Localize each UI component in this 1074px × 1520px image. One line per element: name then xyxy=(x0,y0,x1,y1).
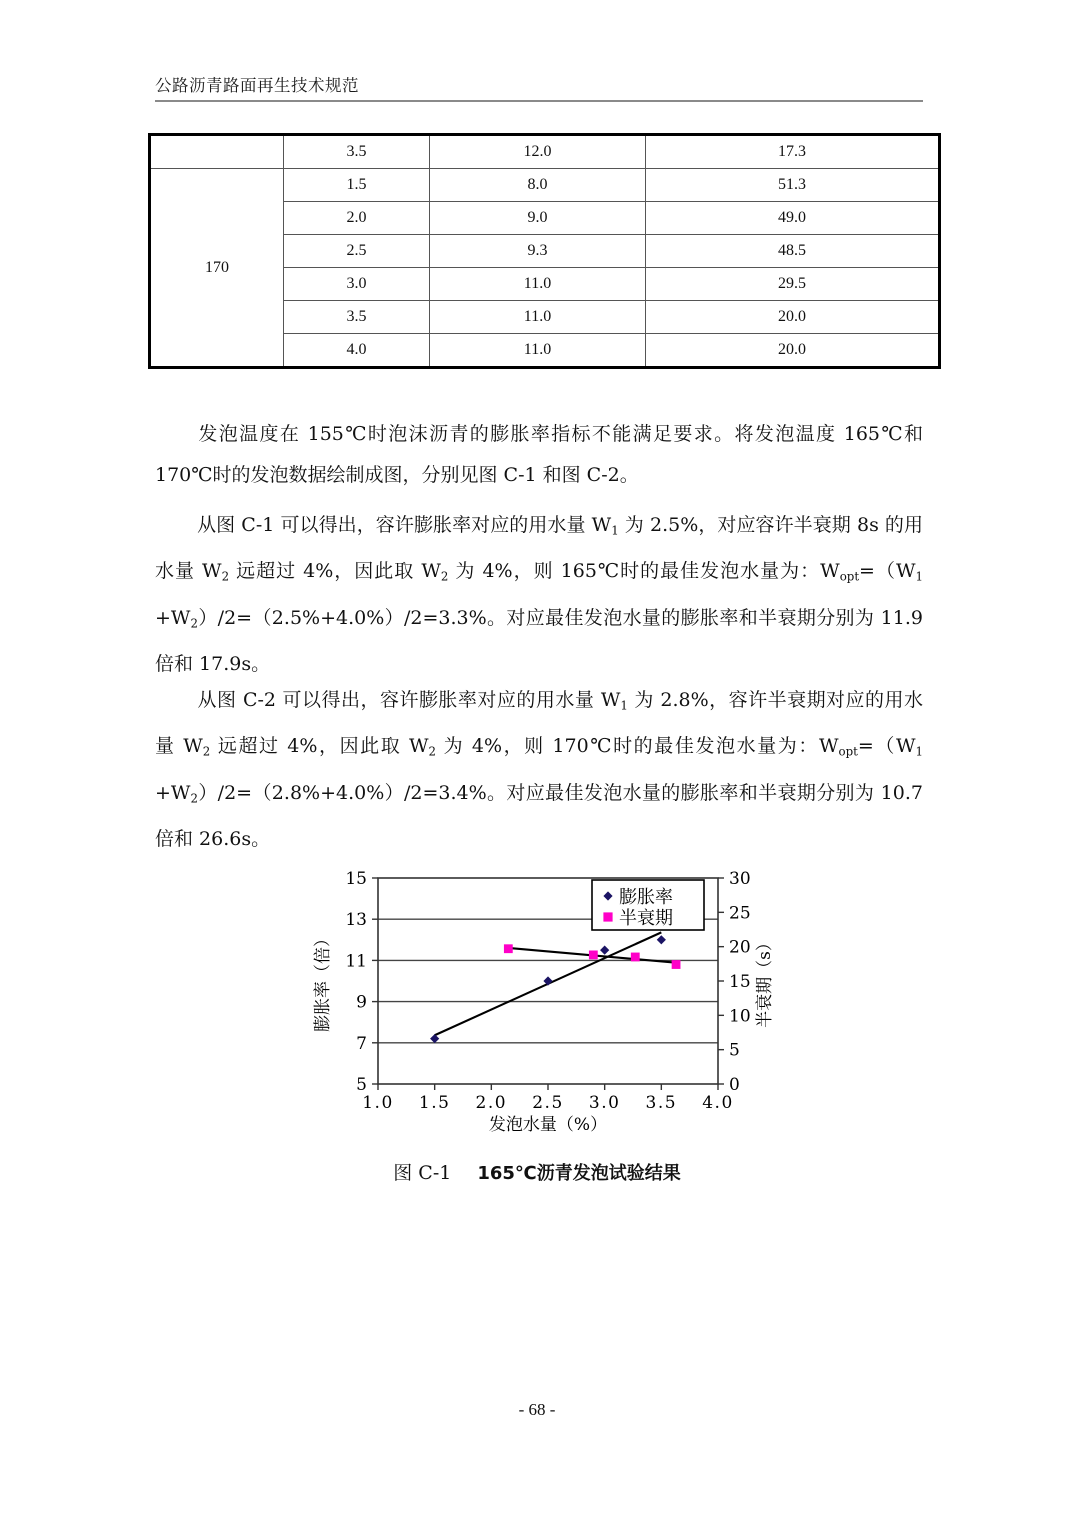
cell-half-life: 20.0 xyxy=(646,301,940,334)
cell-water-content: 2.0 xyxy=(284,202,430,235)
y-axis-tick-label: 15 xyxy=(345,869,367,889)
y-axis-tick-label: 5 xyxy=(356,1075,367,1095)
y2-axis-title: 半衰期（s） xyxy=(755,934,775,1028)
cell-water-content: 3.0 xyxy=(284,268,430,301)
p2-seg-g: ）/2=（2.5%+4.0%）/2=3.3%。对应最佳发泡水量的膨胀率和半衰期分别为 11.9 倍和 17.9s。 xyxy=(155,606,923,675)
cell-half-life: 17.3 xyxy=(646,135,940,169)
p3-sub-1: 1 xyxy=(620,698,628,713)
p2-sub-3: 2 xyxy=(440,569,449,584)
table-row xyxy=(150,135,940,169)
p3-sub-4: 1 xyxy=(915,744,923,759)
cell-water-content: 3.5 xyxy=(284,301,430,334)
page-footer xyxy=(0,1400,1074,1420)
cell-temperature: 170 xyxy=(150,169,284,368)
y2-axis-tick-label: 0 xyxy=(729,1075,740,1095)
p3-seg-b: 为 2.8%，容许半衰期对应的用水量 W xyxy=(155,689,923,758)
y2-axis-tick-label: 5 xyxy=(729,1040,740,1061)
data-point-expansion-rate xyxy=(657,935,666,944)
p3-sub-3: 2 xyxy=(428,744,437,759)
foaming-data-table xyxy=(148,133,932,369)
data-point-expansion-rate xyxy=(430,1034,439,1043)
page-number: - 68 - xyxy=(518,1400,556,1419)
cell-water-content: 2.5 xyxy=(284,235,430,268)
cell-water-content: 3.5 xyxy=(284,135,430,169)
y-axis-tick-label: 13 xyxy=(345,910,367,931)
data-point-half-life xyxy=(504,944,513,953)
legend-label-1: 膨胀率 xyxy=(619,887,673,908)
paragraph-1-text: 发泡温度在 155℃时泡沫沥青的膨胀率指标不能满足要求。将发泡温度 165℃和 170℃时的发泡数据绘制成图，分别见图 C-1 和图 C-2。 xyxy=(155,423,923,486)
p2-sub-1: 1 xyxy=(611,523,619,538)
paragraph-figure-c2 xyxy=(155,680,923,860)
cell-temperature-empty xyxy=(150,135,284,169)
p3-sub-opt: opt xyxy=(838,744,858,759)
chart-canvas xyxy=(298,862,798,1135)
paragraph-intro xyxy=(155,414,923,496)
p2-sub-5: 2 xyxy=(190,615,198,630)
cell-expansion-rate: 11.0 xyxy=(430,334,646,368)
p3-seg-f: +W xyxy=(155,781,191,804)
x-axis-tick-label: 1.5 xyxy=(418,1093,451,1113)
header-divider xyxy=(155,100,923,102)
y2-axis-tick-label: 30 xyxy=(729,869,751,889)
x-axis-tick-label: 2.0 xyxy=(475,1093,508,1113)
x-axis-tick-label: 1.0 xyxy=(362,1093,394,1113)
data-point-expansion-rate xyxy=(600,946,609,955)
cell-expansion-rate: 9.3 xyxy=(430,235,646,268)
running-header xyxy=(155,72,923,102)
p3-seg-e: =（W xyxy=(857,735,916,758)
p3-sub-2: 2 xyxy=(202,744,211,759)
cell-expansion-rate: 11.0 xyxy=(430,301,646,334)
header-title: 公路沥青路面再生技术规范 xyxy=(155,76,359,95)
y-axis-title: 膨胀率（倍） xyxy=(313,930,333,1032)
p2-sub-4: 1 xyxy=(915,569,923,584)
p2-seg-c: 远超过 4%，因此取 W xyxy=(229,560,441,583)
figure-caption-text: 165℃沥青发泡试验结果 xyxy=(477,1163,681,1184)
y2-axis-tick-label: 25 xyxy=(729,903,751,924)
legend-marker-half-life xyxy=(603,912,612,921)
paragraph-figure-c1 xyxy=(155,505,923,685)
p3-seg-c: 远超过 4%，因此取 W xyxy=(210,735,429,758)
p3-seg-d: 为 4%，则 170℃时的最佳发泡水量为：W xyxy=(436,735,839,758)
figure-caption-label: 图 C-1 xyxy=(393,1162,452,1184)
x-axis-tick-label: 2.5 xyxy=(532,1093,564,1113)
cell-expansion-rate: 12.0 xyxy=(430,135,646,169)
p2-seg-a: 从图 C-1 可以得出，容许膨胀率对应的用水量 W xyxy=(197,514,612,536)
cell-half-life: 20.0 xyxy=(646,334,940,368)
data-point-half-life xyxy=(631,953,640,962)
y2-axis-tick-label: 10 xyxy=(729,1006,751,1027)
cell-half-life: 51.3 xyxy=(646,169,940,202)
p3-seg-g: ）/2=（2.8%+4.0%）/2=3.4%。对应最佳发泡水量的膨胀率和半衰期分别为 10.7 倍和 26.6s。 xyxy=(155,781,923,850)
cell-half-life: 48.5 xyxy=(646,235,940,268)
p2-seg-b: 为 2.5%，对应容许半衰期 8s 的用水量 W xyxy=(155,514,923,583)
cell-half-life: 49.0 xyxy=(646,202,940,235)
data-point-half-life xyxy=(672,960,681,969)
cell-half-life: 29.5 xyxy=(646,268,940,301)
x-axis-tick-label: 3.0 xyxy=(588,1093,621,1113)
cell-water-content: 4.0 xyxy=(284,334,430,368)
cell-water-content: 1.5 xyxy=(284,169,430,202)
p2-sub-2: 2 xyxy=(221,569,230,584)
figure-caption xyxy=(0,1158,1074,1185)
data-point-half-life xyxy=(589,951,598,960)
p2-seg-e: =（W xyxy=(859,560,916,583)
p2-seg-d: 为 4%，则 165℃时的最佳发泡水量为：W xyxy=(448,560,840,583)
legend-label-2: 半衰期 xyxy=(619,908,673,929)
p2-seg-f: +W xyxy=(155,606,191,629)
y-axis-tick-label: 11 xyxy=(345,951,367,972)
x-axis-tick-label: 4.0 xyxy=(702,1093,734,1113)
y2-axis-tick-label: 20 xyxy=(729,937,751,958)
p3-sub-5: 2 xyxy=(190,790,198,805)
cell-expansion-rate: 11.0 xyxy=(430,268,646,301)
table-row xyxy=(150,169,940,202)
y2-axis-tick-label: 15 xyxy=(729,972,751,992)
p2-sub-opt: opt xyxy=(839,569,860,584)
y-axis-tick-label: 9 xyxy=(356,992,367,1013)
cell-expansion-rate: 9.0 xyxy=(430,202,646,235)
p3-seg-a: 从图 C-2 可以得出，容许膨胀率对应的用水量 W xyxy=(197,689,621,711)
cell-expansion-rate: 8.0 xyxy=(430,169,646,202)
y-axis-tick-label: 7 xyxy=(356,1033,367,1054)
x-axis-title: 发泡水量（%） xyxy=(488,1115,608,1135)
x-axis-tick-label: 3.5 xyxy=(645,1093,678,1113)
foaming-result-chart xyxy=(298,862,798,1135)
